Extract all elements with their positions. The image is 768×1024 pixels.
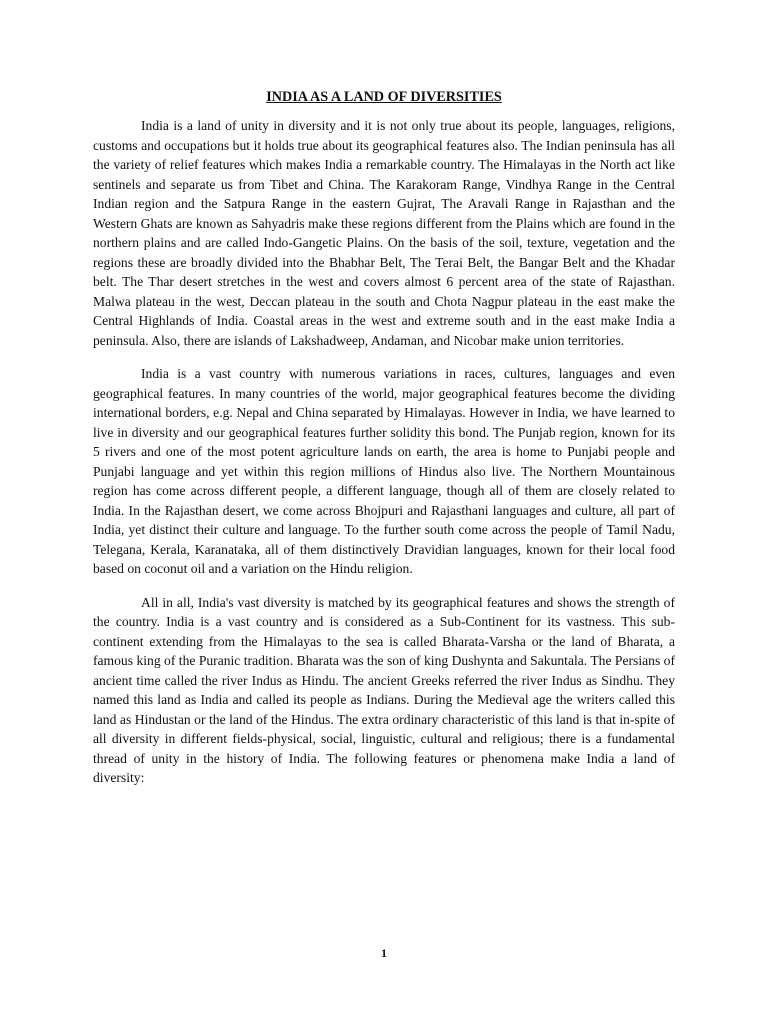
paragraph-summary: All in all, India's vast diversity is matched by its geographical features and shows the strength of the country. India is a vast country and is considered as a Sub-Continent for its vastness. This sub-continent extending from the Himalayas to the sea is called Bharata-Varsha or the land of Bharata, a famous king of the Puranic tradition. Bharata was the son of king Dushynta and Sakuntala. The Persians of ancient time called the river Indus as Hindu. The ancient Greeks referred the river Indus as Sindhu. They named this land as India and called its people as Indians. During the Medieval age the writers called this land as Hindustan or the land of the Hindus. The extra ordinary characteristic of this land is that in-spite of all diversity in different fields-physical, social, linguistic, cultural and religious; there is a fundamental thread of unity in the history of India. The following features or phenomena make India a land of diversity: [93,594,675,785]
document-page [93,88,675,802]
paragraph-geography: India is a land of unity in diversity and it is not only true about its people, languages, religions, customs and occupations but it holds true about its geographical features also. The Indian peninsula has all the variety of relief features which makes India a remarkable country. The Himalayas in the North act like sentinels and separate us from Tibet and China. The Karakoram Range, Vindhya Range in the Central Indian region and the Satpura Range in the eastern Gujrat, The Aravali Range in Rajasthan and the Western Ghats are known as Sahyadris make these regions different from the Plains which are found in the northern plains and are called Indo-Gangetic Plains. On the basis of the soil, texture, vegetation and the regions these are broadly divided into the Bhabhar Belt, The Terai Belt, the Bangar Belt and the Khadar belt. The Thar desert stretches in the west and covers almost 6 percent area of the state of Rajasthan. Malwa plateau in the west, Deccan plateau in the south and Chota Nagpur plateau in the east make the Central Highlands of India. Coastal areas in the west and extreme south and in the east make India a peninsula. Also, there are islands of Lakshadweep, Andaman, and Nicobar make union territories. [93,118,675,348]
page-number: 1 [381,946,387,960]
document-title: INDIA AS A LAND OF DIVERSITIES [266,89,502,105]
paragraph-cultures: India is a vast country with numerous variations in races, cultures, languages and even geographical features. In many countries of the world, major geographical features become the dividing international borders, e.g. Nepal and China separated by Himalayas. However in India, we have learned to live in diversity and our geographical features further solidity this bond. The Punjab region, known for its 5 rivers and one of the most potent agriculture lands on earth, the area is home to Punjabi people and Punjabi language and yet within this region millions of Hindus also live. The Northern Mountainous region has come across different people, a different language, though all of them are closely related to India. In the Rajasthan desert, we come across Bhojpuri and Rajasthani languages and culture, all part of India, yet distinct their culture and language. To the further south come across the people of Tamil Nadu, Telegana, Kerala, Karanataka, all of them distinctively Dravidian languages, known for their local food based on coconut oil and a variation on the Hindu religion. [93,366,675,576]
